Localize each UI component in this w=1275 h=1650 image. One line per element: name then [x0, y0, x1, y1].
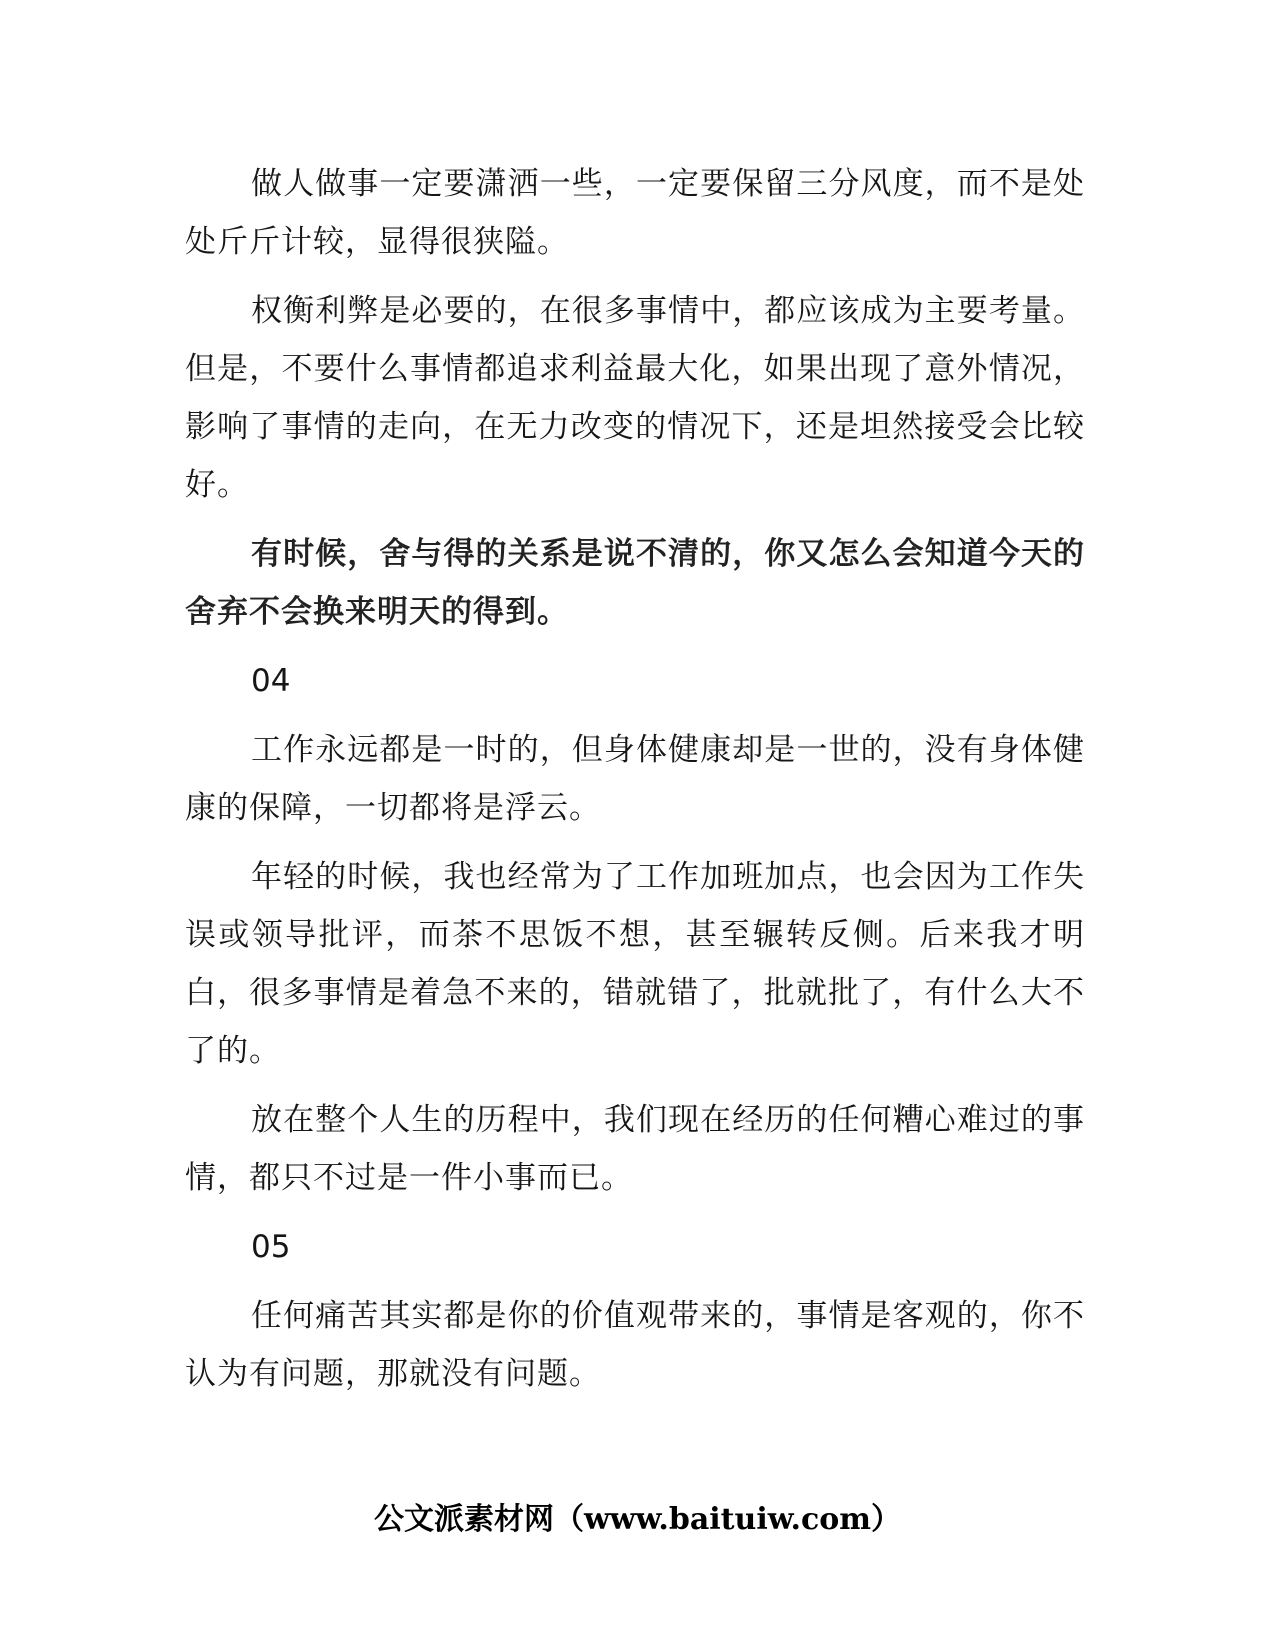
- footer-watermark-text: 公文派素材网（www.baituiw.com）: [373, 1502, 902, 1537]
- paragraph-6: 放在整个人生的历程中，我们现在经历的任何糟心难过的事情，都只不过是一件小事而已。: [185, 1102, 1085, 1196]
- section-number-05: 05: [251, 1229, 291, 1265]
- paragraph-1: 做人做事一定要潇洒一些，一定要保留三分风度，而不是处处斤斤计较，显得很狭隘。: [185, 166, 1085, 260]
- paragraph-4: 工作永远都是一时的，但身体健康却是一世的，没有身体健康的保障，一切都将是浮云。: [185, 732, 1085, 826]
- document-body: [185, 155, 1085, 1414]
- section-number-04: 04: [251, 663, 291, 699]
- paragraph-7: 任何痛苦其实都是你的价值观带来的，事情是客观的，你不认为有问题，那就没有问题。: [185, 1298, 1085, 1392]
- paragraph-5: 年轻的时候，我也经常为了工作加班加点，也会因为工作失误或领导批评，而茶不思饭不想，甚至辗转反侧。后来我才明白，很多事情是着急不来的，错就错了，批就批了，有什么大不了的。: [185, 859, 1085, 1069]
- paragraph-3: 有时候，舍与得的关系是说不清的，你又怎么会知道今天的舍弃不会换来明天的得到。: [185, 536, 1085, 630]
- paragraph-2: 权衡利弊是必要的，在很多事情中，都应该成为主要考量。但是，不要什么事情都追求利益最大化，如果出现了意外情况，影响了事情的走向，在无力改变的情况下，还是坦然接受会比较好。: [185, 293, 1085, 503]
